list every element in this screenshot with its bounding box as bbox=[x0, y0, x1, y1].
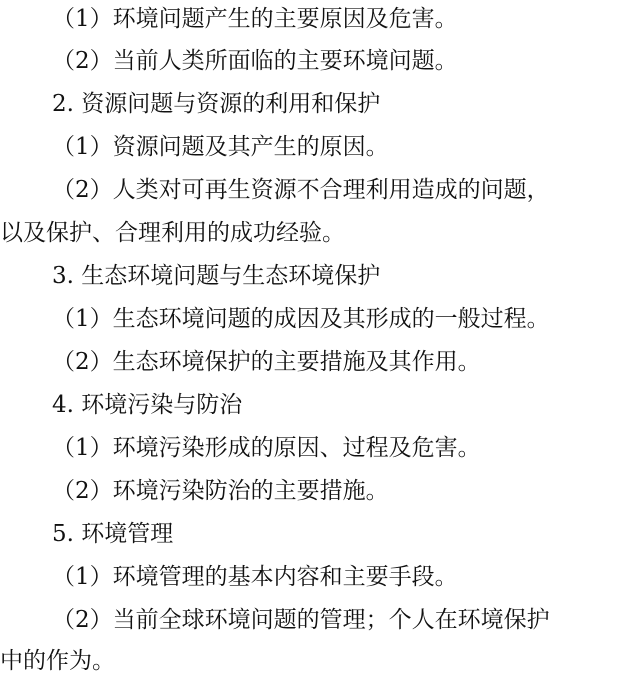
item-4-2: （2）环境污染防治的主要措施。 bbox=[52, 478, 389, 504]
section-heading-3: 3. 生态环境问题与生态环境保护 bbox=[52, 263, 381, 289]
item-2-2: （2）人类对可再生资源不合理利用造成的问题， bbox=[52, 177, 550, 203]
item-5-1: （1）环境管理的基本内容和主要手段。 bbox=[52, 564, 458, 590]
item-3-2: （2）生态环境保护的主要措施及其作用。 bbox=[52, 349, 481, 375]
section-heading-5: 5. 环境管理 bbox=[52, 521, 174, 547]
section-heading-2: 2. 资源问题与资源的利用和保护 bbox=[52, 91, 381, 117]
item-1-1: （1）环境问题产生的主要原因及危害。 bbox=[52, 6, 458, 32]
item-4-1: （1）环境污染形成的原因、过程及危害。 bbox=[52, 435, 481, 461]
item-1-2: （2）当前人类所面临的主要环境问题。 bbox=[52, 48, 458, 74]
item-2-1: （1）资源问题及其产生的原因。 bbox=[52, 134, 389, 160]
item-3-1: （1）生态环境问题的成因及其形成的一般过程。 bbox=[52, 306, 550, 332]
item-5-2: （2）当前全球环境问题的管理；个人在环境保护 bbox=[52, 607, 550, 633]
item-2-2-continued: 以及保护、合理利用的成功经验。 bbox=[0, 220, 345, 246]
section-heading-4: 4. 环境污染与防治 bbox=[52, 392, 243, 418]
item-5-2-continued: 中的作为。 bbox=[0, 648, 115, 674]
